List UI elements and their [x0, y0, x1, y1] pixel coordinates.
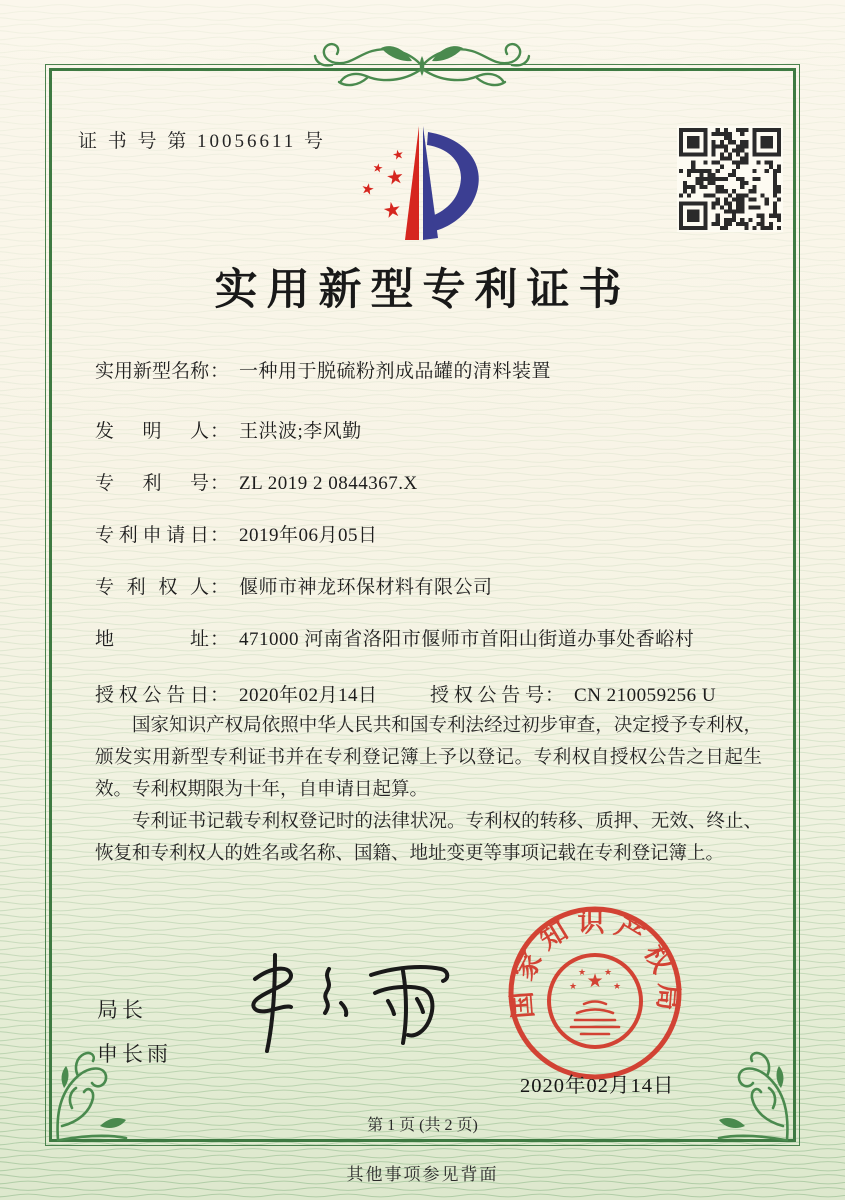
field-row: 专 利 号 ： ZL 2019 2 0844367.X [95, 468, 418, 495]
field-row: 发 明 人 ： 王洪波;李风勤 [95, 416, 362, 443]
legal-paragraph: 专利证书记载专利权登记时的法律状况。专利权的转移、质押、无效、终止、恢复和专利权人的姓名或名称、国籍、地址变更等事项记载在专利登记簿上。 [95, 812, 762, 864]
page-indicator: 第 1 页 (共 2 页) [367, 1117, 478, 1134]
field-label: 专 利 权 人 [95, 577, 209, 598]
seal-date: 2020年02月14日 [520, 1075, 675, 1097]
star-icon: ★ [390, 145, 406, 164]
field-row: 专 利 申 请 日 ： 2019年06月05日 [95, 520, 378, 547]
field-value: ZL 2019 2 0844367.X [239, 473, 418, 494]
field-value: 王洪波;李风勤 [239, 421, 362, 442]
field-row: 授 权 公 告 号 ： CN 210059256 U [430, 680, 716, 707]
svg-text:国家知识产权局 [506, 908, 684, 1020]
field-value: 2020年02月14日 [239, 685, 378, 706]
cnipa-logo-icon [348, 118, 498, 248]
field-label: 授 权 公 告 号 [430, 685, 544, 706]
official-seal [505, 903, 685, 1083]
certificate-number: 证 书 号 第 10056611 号 [78, 131, 327, 152]
field-row: 授 权 公 告 日 ： 2020年02月14日 [95, 680, 378, 707]
field-label: 专 利 申 请 日 [95, 525, 209, 546]
star-icon: ★ [380, 196, 404, 224]
field-value: 一种用于脱硫粉剂成品罐的清料装置 [239, 361, 552, 382]
field-label: 发 明 人 [95, 421, 209, 442]
star-icon: ★ [359, 180, 376, 200]
qr-code [677, 126, 783, 232]
star-icon: ★ [568, 981, 578, 991]
star-icon: ★ [586, 971, 604, 992]
legal-text [95, 710, 762, 870]
legal-paragraph: 国家知识产权局依照中华人民共和国专利法经过初步审查，决定授予专利权，颁发实用新型专利证书并在专利登记簿上予以登记。专利权自授权公告之日起生效。专利权期限为十年，自申请日起算。 [95, 716, 762, 800]
grant-number-field [430, 680, 716, 707]
star-icon: ★ [603, 967, 613, 977]
field-label: 专 利 号 [95, 473, 209, 494]
field-label: 实 用 新 型 名 称 [95, 361, 210, 382]
star-icon: ★ [577, 967, 587, 977]
officer-title: 局长 [97, 998, 147, 1022]
field-label: 授 权 公 告 日 [95, 685, 209, 706]
signature-icon [225, 945, 475, 1060]
national-emblem-icon [549, 955, 641, 1047]
star-icon: ★ [371, 160, 385, 176]
officer-block [97, 994, 172, 1082]
star-icon: ★ [612, 981, 622, 991]
field-row: 地 址 ： 471000 河南省洛阳市偃师市首阳山街道办事处香峪村 [95, 624, 694, 651]
field-label: 地 址 [95, 629, 209, 650]
seal-text: 国家知识产权局 [505, 907, 685, 1020]
officer-name: 申长雨 [97, 1042, 172, 1066]
field-row: 实 用 新 型 名 称 ： 一种用于脱硫粉剂成品罐的清料装置 [95, 356, 551, 383]
back-note: 其他事项参见背面 [346, 1165, 499, 1184]
field-value: 偃师市神龙环保材料有限公司 [239, 577, 493, 598]
field-value: 2019年06月05日 [239, 525, 378, 546]
grant-date-field [95, 680, 378, 707]
top-scroll-ornament-icon [272, 34, 572, 98]
star-icon: ★ [384, 165, 406, 191]
field-value: 471000 河南省洛阳市偃师市首阳山街道办事处香峪村 [239, 629, 695, 650]
field-value: CN 210059256 U [574, 685, 717, 706]
certificate-title: 实用新型专利证书 [214, 267, 631, 314]
field-row: 专 利 权 人 ： 偃师市神龙环保材料有限公司 [95, 572, 493, 599]
